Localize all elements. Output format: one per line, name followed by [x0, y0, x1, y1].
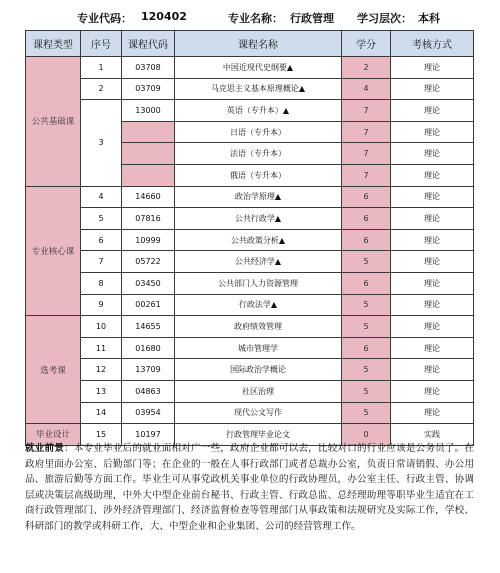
course-code: 04863: [122, 380, 175, 402]
table-row: [26, 316, 474, 338]
row-number: 7: [81, 251, 122, 273]
exam-type: 理论: [391, 143, 474, 165]
course-credit: 5: [342, 380, 391, 402]
table-row: [26, 359, 474, 381]
row-number: 15: [81, 424, 122, 446]
exam-type: 理论: [391, 402, 474, 424]
course-name: 公共政策分析▲: [175, 229, 342, 251]
employment-prospects-text: ：本专业毕业后的就业面相对广一些，政府企业都可以去，比较对口的行业应该是公务员了。在政府里面办公室、后勤部门等；在企业的一般在人事行政部门或者总裁办公室，负责日常请销假、办公用品、旅游后勤等方面工作。毕业生可从事党政机关事业单位的行政协理员，办公室主任、行政主管、协调层或决策层高级助理，中外大中型企业前台秘书、行政主管、行政总监、总经理助理等职毕业生适宜在工商行政管理部门、涉外经济管理部门、经济监督检查等管理部门从事政策和法规研究及实际工作，学校、科研部门的教学或科研工作，大、中型企业和企业集团、公司的经营管理工作。: [25, 443, 475, 532]
exam-type: 理论: [391, 57, 474, 79]
course-code: 10999: [122, 229, 175, 251]
course-name: 国际政治学概论: [175, 359, 342, 381]
column-header: 课程代码: [122, 31, 175, 57]
course-code: 13709: [122, 359, 175, 381]
row-number: 6: [81, 229, 122, 251]
course-name: 英语（专升本）▲: [175, 100, 342, 122]
row-number: 11: [81, 337, 122, 359]
course-name: 城市管理学: [175, 337, 342, 359]
column-header: 课程名称: [175, 31, 342, 57]
exam-type: 理论: [391, 337, 474, 359]
column-header: 学分: [342, 31, 391, 57]
category-public-basic: 公共基础课: [26, 57, 81, 187]
course-credit: 5: [342, 294, 391, 316]
row-number: 14: [81, 402, 122, 424]
row-number: 5: [81, 208, 122, 230]
column-header: 课程类型: [26, 31, 81, 57]
course-credit: 5: [342, 251, 391, 273]
table-row: [26, 100, 474, 122]
course-code: 00261: [122, 294, 175, 316]
course-name: 社区治理: [175, 380, 342, 402]
course-credit: 2: [342, 57, 391, 79]
table-row: [26, 337, 474, 359]
course-name: 公共行政学▲: [175, 208, 342, 230]
table-row: [26, 229, 474, 251]
course-credit: 6: [342, 337, 391, 359]
course-code: 03708: [122, 57, 175, 79]
course-table: [25, 30, 474, 446]
exam-type: 理论: [391, 121, 474, 143]
exam-type: 理论: [391, 316, 474, 338]
major-name-label: 专业名称：: [228, 12, 283, 25]
table-row: [26, 272, 474, 294]
course-name: 政治学原理▲: [175, 186, 342, 208]
course-credit: 7: [342, 164, 391, 186]
course-code: [122, 164, 175, 186]
course-code: 01680: [122, 337, 175, 359]
exam-type: 理论: [391, 229, 474, 251]
course-code: 13000: [122, 100, 175, 122]
table-row: [26, 57, 474, 79]
category-core: 专业核心课: [26, 186, 81, 316]
course-credit: 5: [342, 316, 391, 338]
exam-type: 理论: [391, 186, 474, 208]
exam-type: 理论: [391, 78, 474, 100]
course-name: 俄语（专升本）: [175, 164, 342, 186]
table-row: [26, 78, 474, 100]
course-name: 公共部门人力资源管理: [175, 272, 342, 294]
course-name: 行政管理毕业论文: [175, 424, 342, 446]
exam-type: 理论: [391, 208, 474, 230]
course-code: 07816: [122, 208, 175, 230]
employment-prospects-title: 就业前景: [25, 443, 65, 454]
row-number: 3: [81, 100, 122, 186]
table-row: [26, 208, 474, 230]
row-number: 12: [81, 359, 122, 381]
page-header: [0, 0, 500, 30]
exam-type: 理论: [391, 100, 474, 122]
row-number: 10: [81, 316, 122, 338]
exam-type: 理论: [391, 359, 474, 381]
row-number: 4: [81, 186, 122, 208]
exam-type: 理论: [391, 294, 474, 316]
course-credit: 6: [342, 272, 391, 294]
course-code: 10197: [122, 424, 175, 446]
exam-type: 理论: [391, 272, 474, 294]
course-credit: 7: [342, 143, 391, 165]
course-code: 14655: [122, 316, 175, 338]
course-credit: 5: [342, 359, 391, 381]
exam-type: 实践: [391, 424, 474, 446]
course-credit: 5: [342, 402, 391, 424]
table-row: [26, 186, 474, 208]
column-header: 考核方式: [391, 31, 474, 57]
course-name: 公共经济学▲: [175, 251, 342, 273]
course-name: 现代公文写作: [175, 402, 342, 424]
row-number: 2: [81, 78, 122, 100]
row-number: 9: [81, 294, 122, 316]
exam-type: 理论: [391, 380, 474, 402]
course-code: 05722: [122, 251, 175, 273]
course-name: 政府绩效管理: [175, 316, 342, 338]
exam-type: 理论: [391, 251, 474, 273]
course-credit: 6: [342, 208, 391, 230]
course-code: 03954: [122, 402, 175, 424]
course-credit: 7: [342, 100, 391, 122]
major-name-value: 行政管理: [290, 12, 334, 25]
course-credit: 0: [342, 424, 391, 446]
course-name: 中国近现代史纲要▲: [175, 57, 342, 79]
major-code-value: 120402: [141, 10, 187, 23]
table-header-row: [26, 31, 474, 57]
row-number: 8: [81, 272, 122, 294]
table-row: [26, 380, 474, 402]
course-name: 日语（专升本）: [175, 121, 342, 143]
course-code: [122, 121, 175, 143]
major-code-label: 专业代码：: [77, 12, 132, 25]
course-name: 法语（专升本）: [175, 143, 342, 165]
course-code: 14660: [122, 186, 175, 208]
category-elective: 选考课: [26, 316, 81, 424]
course-name: 行政法学▲: [175, 294, 342, 316]
column-header: 序号: [81, 31, 122, 57]
course-credit: 4: [342, 78, 391, 100]
course-code: [122, 143, 175, 165]
table-row: [26, 402, 474, 424]
study-level-label: 学习层次：: [357, 12, 412, 25]
course-name: 马克思主义基本原理概论▲: [175, 78, 342, 100]
course-credit: 6: [342, 229, 391, 251]
course-code: 03709: [122, 78, 175, 100]
category-graduation: 毕业设计: [26, 424, 81, 446]
study-level-value: 本科: [418, 12, 440, 25]
exam-type: 理论: [391, 164, 474, 186]
row-number: 13: [81, 380, 122, 402]
employment-prospects: [25, 441, 474, 534]
course-credit: 6: [342, 186, 391, 208]
course-credit: 7: [342, 121, 391, 143]
row-number: 1: [81, 57, 122, 79]
course-code: 03450: [122, 272, 175, 294]
table-row: [26, 294, 474, 316]
table-row: [26, 251, 474, 273]
